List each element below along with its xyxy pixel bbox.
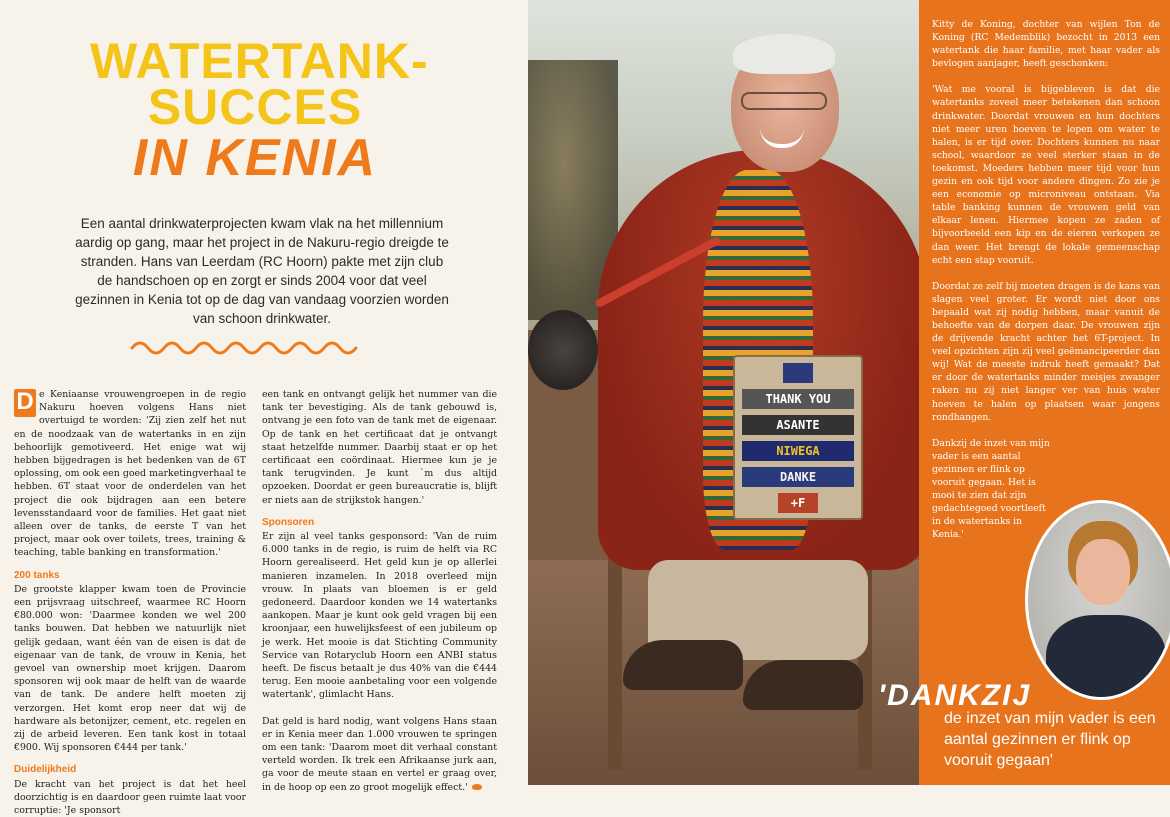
sidebar-paragraph: Dankzij de inzet van mijn vader is een aantal gezinnen er flink op vooruit gegaan. Het is mooi te zien dat zijn gedachtegoed voortleeft in de watertanks in Kenia.': [932, 437, 1050, 541]
pull-quote-lead: 'DANKZIJ: [878, 679, 1032, 712]
body-paragraph: De grootste klapper kwam toen de Provincie een prijsvraag uitschreef, waarmee RC Hoorn €80.000 won: 'Daarmee konden we wel 200 tanks bouwen. Dat hebben we natuurlijk niet gelijk gedaan, want één van de eisen is dat de eigenaar van de tank, de vrouw in Kenia, het gevoel van ownership moet krijgen. Daarom sponsoren wij ook maar de helft van de waarde van de tank. De andere helft moeten zij verzorgen. Het komt erop neer dat wij de hardware als betonijzer, cement, etc. regelen en zij de arbeid leveren. Een tank kost in totaal €900. Wij sponsoren €444 per tank.': [14, 583, 246, 754]
body-paragraph: De kracht van het project is dat het heel doorzichtig is en daardoor geen ruimte laat voor corruptie: 'Je sponsort: [14, 778, 246, 817]
shoe: [623, 640, 743, 690]
body-paragraph: Er zijn al veel tanks gesponsord: 'Van de ruim 6.000 tanks in de regio, is ruim de helft via RC Hoorn gerealiseerd. Het geld kun je op allerlei manieren inzamelen. In 2018 overleed mijn vrouw. In plaats van bloemen is er geld gedoneerd. Daardoor konden we 14 watertanks aankopen. Maar je kunt ook geld vragen bij een kroonjaar, een huwelijksfeest of een jubileum op je werk. Het mooie is dat Stichting Community Service van Rotaryclub Hoorn een ANBI status heeft. De fiscus betaalt je dus 40% van die €444 terug. Een mooie aanbetaling voor een volgende watertank', glimlacht Hans.: [262, 531, 497, 701]
sidebar-paragraph: Kitty de Koning, dochter van wijlen Ton de Koning (RC Medemblik) bezocht in 2013 een watertank die haar familie, met haar vader als bevlogen aanjager, heeft geschonken:: [932, 19, 1160, 70]
subheading-200-tanks: 200 tanks: [14, 569, 60, 581]
bag-flag: [783, 363, 813, 383]
portrait-face: [1076, 539, 1130, 605]
body-paragraph: e Keniaanse vrouwengroepen in de regio Nakuru hoeven volgens Hans niet overtuigd te worden: 'Zij zien zelf het nut en de noodzaak van de watertanks in en zijn behoorlijk gemotiveerd. Het enige wat wij hebben bijgedragen is het bedenken van de 6T oplossing, om ook een goed marketingverhaal te hebben. 6T staat voor de onderdelen van het project die ook bijdragen aan een betere levensstandaard voor de families. Het gaat niet alleen over de tanks, de eerste T van het project, maar ook over toilets, trees, training & teaching, table banking en transformation.': [14, 389, 246, 559]
man-hair: [733, 34, 835, 74]
body-column-1: [14, 388, 246, 817]
body-paragraph-last: [262, 715, 497, 794]
portrait-photo: [1025, 500, 1170, 700]
pull-quote-text: de inzet van mijn vader is een aantal gezinnen er flink op vooruit gegaan': [944, 710, 1156, 769]
body-paragraph: een tank en ontvangt gelijk het nummer van die tank ter bevestiging. Als de tank gebouwd is, ontvang je een foto van de tank met de eigenaar. Op de tank en het certificaat dat je ontvangt staat hetzelfde nummer. Daarbij staat er op het certificaat een coördinaat. Hiermee kun je je tank terugvinden. Je kunt `m dus altijd opzoeken. Doordat er geen bureaucratie is, blijft er niets aan de strijkstok hangen.': [262, 389, 497, 506]
left-page: [0, 0, 528, 817]
squiggle-divider: [130, 336, 370, 360]
subheading-sponsoren: Sponsoren: [262, 516, 315, 528]
intro-paragraph: Een aantal drinkwaterprojecten kwam vlak na het millennium aardig op gang, maar het project in de Nakuru-regio dreigde te stranden. Hans van Leerdam (RC Hoorn) pakte met zijn club de handschoen op en zorgt er sinds 2004 voor dat veel gezinnen in Kenia tot op de dag van vandaag voorzien worden van schoon drinkwater.: [75, 216, 449, 326]
embroidered-bag: [733, 355, 863, 520]
right-page: [528, 0, 1170, 785]
subheading-duidelijkheid: Duidelijkheid: [14, 764, 77, 776]
article-title: [90, 33, 429, 187]
glasses: [741, 92, 827, 110]
sidebar-paragraph: Doordat ze zelf bij moeten dragen is de kans van slagen veel groter. Er wordt niet door ons bepaald wat zij nodig hebben, maar vanuit de behoefte van de dorpen daar. De vrouwen zijn de drijvende kracht achter het 6T-project. In veel opzichten zijn zij veel geëmancipeerder dan wij! Wat de meeste indruk heeft gemaakt? Dat er door de watertanks minder meisjes zwanger raken nu zij niet langer ver van huis water hoeven te halen op plaatsen waar jongens rondhangen.: [932, 280, 1160, 423]
shoe: [743, 660, 863, 710]
title-line-2: SUCCES: [147, 79, 363, 135]
bag-text-asante: ASANTE: [742, 415, 854, 435]
title-line-3: IN KENIA: [132, 129, 378, 187]
bag-text-danke: DANKE: [742, 467, 854, 487]
title-line-1: WATERTANK-: [90, 33, 429, 89]
bag-text-mark: +F: [778, 493, 818, 513]
bag-text-thank-you: THANK YOU: [742, 389, 854, 409]
sidebar-paragraph: 'Wat me vooral is bijgebleven is dat die watertanks zoveel meer betekenen dan schoon drinkwater. Doordat vrouwen en hun dochters niet meer uren hoeven te lopen om water te halen, is er tijd over. Dochters kunnen nu naar school, waardoor ze veel sterker staan in de toekomst. Moeders hebben meer tijd voor hun gezin en ook tijd voor andere dingen. Zo zie je een economie op microniveau ontstaan. Via table banking kunnen de vrouwen geld van elkaar lenen. Hiermee kopen ze zaden of bijvoorbeeld een kip en de eieren verkopen ze dan weer. Het brengt de lokale gemeenschap echt een stap vooruit.: [932, 84, 1160, 266]
bag-text-niwega: NIWEGA: [742, 441, 854, 461]
sidebar-text: [932, 18, 1160, 554]
drop-cap: D: [14, 389, 36, 417]
feather-duster: [528, 310, 598, 390]
body-paragraph-text: Dat geld is hard nodig, want volgens Hans staan er in Kenia meer dan 1.000 vrouwen te springen om een tank: 'Daarom moet dit verhaal constant verteld worden. Ik trek een Afrikaanse jurk aan, ga voor de meute staan en vertel er graag over, in de hoop op een zo groot mogelijk effect.': [262, 715, 497, 793]
pull-quote: [878, 680, 1168, 771]
body-column-2: [262, 388, 497, 794]
end-mark-icon: [472, 784, 482, 790]
